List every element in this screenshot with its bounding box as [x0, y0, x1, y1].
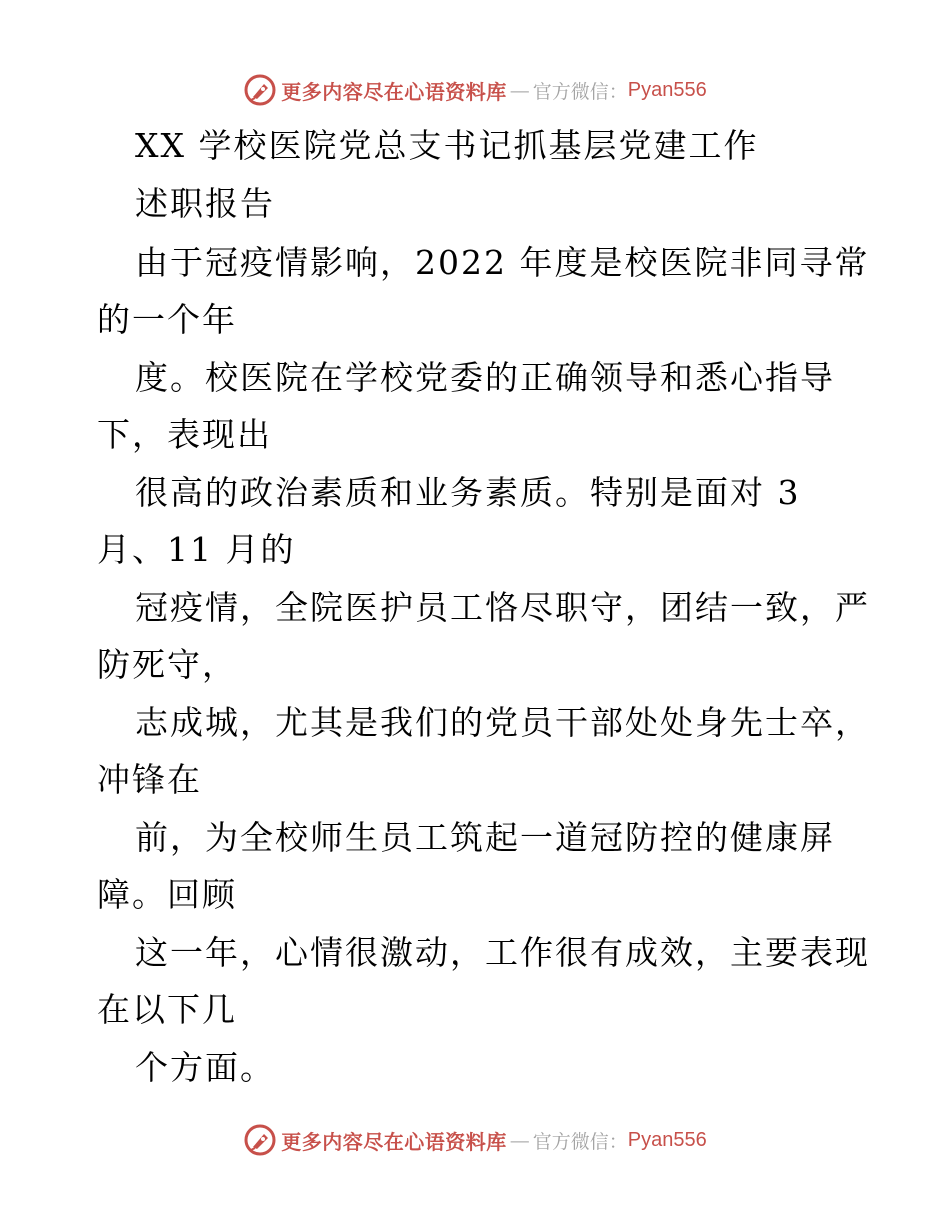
paragraph-line: 志成城，尤其是我们的党员干部处处身先士卒， — [135, 703, 870, 742]
paragraph-line: 下，表现出 — [97, 415, 272, 454]
paragraph-line: 冠疫情，全院医护员工恪尽职守，团结一致，严 — [135, 588, 870, 627]
paragraph-line: 度。校医院在学校党委的正确领导和悉心指导 — [135, 358, 835, 397]
pen-nib-logo-icon — [243, 73, 277, 107]
banner-title: 更多内容尽在心语资料库 — [281, 1129, 507, 1154]
pen-nib-logo-icon — [243, 1123, 277, 1157]
header-banner — [0, 70, 950, 110]
banner-wechat-id: Pyan556 — [627, 78, 707, 101]
paragraph-line: 在以下几 — [97, 990, 237, 1029]
banner-wechat-label: 官方微信： — [532, 80, 628, 103]
banner-wechat-label: 官方微信： — [532, 1130, 628, 1153]
banner-separator: — — [509, 78, 530, 102]
banner-title: 更多内容尽在心语资料库 — [281, 79, 507, 104]
paragraph-line: 的一个年 — [97, 300, 237, 339]
document-subtitle-line: 述职报告 — [135, 184, 275, 223]
footer-banner — [0, 1120, 950, 1160]
paragraph-line: 月、11 月的 — [97, 530, 296, 569]
paragraph-line: 前，为全校师生员工筑起一道冠防控的健康屏 — [135, 818, 835, 857]
paragraph-line: 个方面。 — [135, 1048, 275, 1087]
banner-separator: — — [509, 1128, 530, 1152]
paragraph-line: 障。回顾 — [97, 875, 237, 914]
paragraph-line: 冲锋在 — [97, 760, 202, 799]
paragraph-line: 由于冠疫情影响，2022 年度是校医院非同寻常 — [135, 243, 870, 282]
paragraph-line: 这一年，心情很激动，工作很有成效，主要表现 — [135, 933, 870, 972]
banner-wechat-id: Pyan556 — [627, 1128, 707, 1151]
paragraph-line: 防死守， — [97, 645, 237, 684]
document-title-line: XX 学校医院党总支书记抓基层党建工作 — [135, 126, 759, 165]
paragraph-line: 很高的政治素质和业务素质。特别是面对 3 — [135, 473, 801, 512]
